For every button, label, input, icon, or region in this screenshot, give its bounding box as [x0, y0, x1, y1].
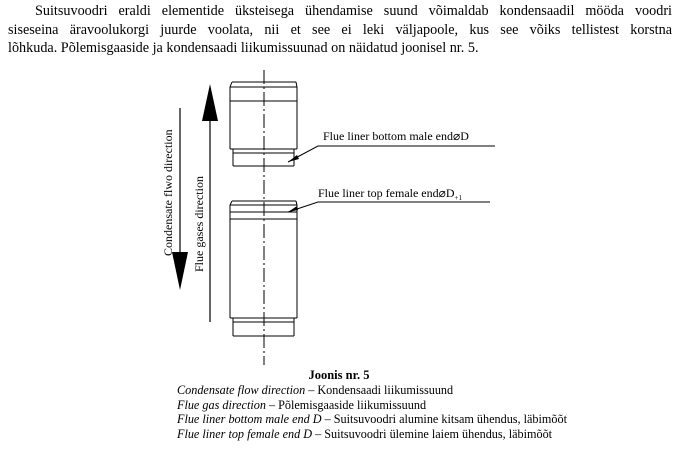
legend-term: Flue liner bottom male end D: [177, 412, 322, 427]
figure-title: Joonis nr. 5: [308, 368, 370, 382]
legend-term: Flue gas direction: [177, 397, 266, 412]
legend-definition: – Põlemisgaaside liikumissuund: [265, 397, 427, 412]
bottom-male-end-label: Flue liner bottom male end⌀D: [323, 129, 469, 143]
legend-row: [177, 383, 567, 398]
legend-row: [177, 427, 567, 442]
condensate-direction-label: Condensate flwo direction: [161, 129, 175, 256]
legend-term: Flue liner top female end D: [177, 426, 313, 441]
figure-legend: [177, 383, 567, 441]
legend-definition: – Kondensaadi liikumissuund: [305, 383, 454, 397]
legend-definition: – Suitsuvoodri ülemine laiem ühendus, läbimõõt: [312, 426, 553, 441]
legend-term: Condensate flow direction: [177, 383, 306, 397]
leader-line-top: [288, 202, 490, 212]
paragraph-line: siseseina äravoolukorgi juurde voolata, nii et see ei leki väljapoole, kus see võiks tellistest korstna: [8, 21, 672, 38]
flue-gases-direction-label: Flue gases direction: [192, 176, 206, 272]
paragraph-line: Suitsuvoodri eraldi elementide üksteisega ühendamise suund võimaldab kondensaadil mööda voodri: [35, 3, 672, 19]
top-female-end-label: Flue liner top female $end⌀D_{+1}$: [318, 186, 462, 202]
legend-row: [177, 398, 567, 413]
paragraph-line: lõhkuda. Põlemisgaaside ja kondensaadi liikumissuunad on näidatud joonisel nr. 5.: [8, 40, 479, 57]
leader-line-bottom: [288, 146, 495, 162]
legend-definition: – Suitsuvoodri alumine kitsam ühendus, läbimõõt: [321, 412, 567, 427]
legend-row: [177, 412, 567, 427]
